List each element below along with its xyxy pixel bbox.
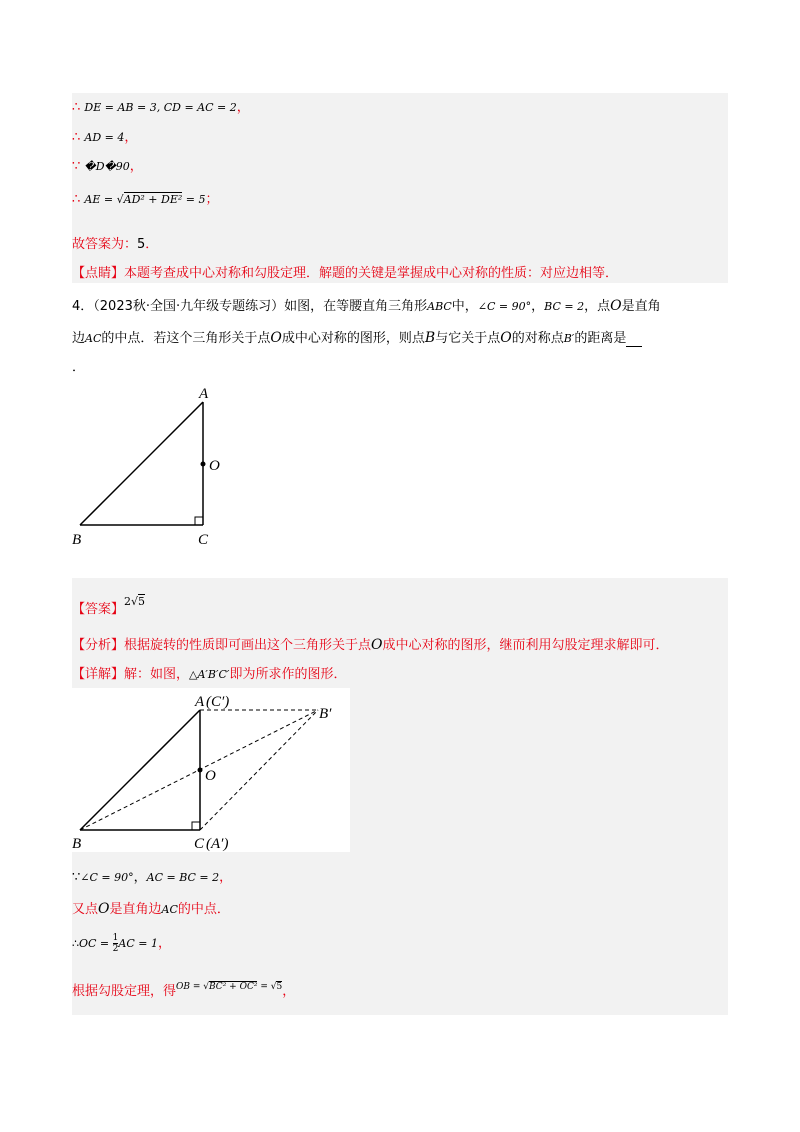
radical-sign: √	[270, 982, 277, 992]
punct: ，	[124, 130, 138, 145]
punct: ；	[205, 192, 219, 207]
question-text: ，	[531, 299, 545, 314]
question-text: 的中点．若这个三角形关于点	[101, 331, 271, 346]
math-angle-c: ∠C = 90°	[477, 300, 532, 313]
label-a: A	[195, 694, 205, 710]
because-symbol: ∵	[72, 870, 81, 885]
radicand-5: 5	[276, 982, 283, 992]
question-text: 是直角	[621, 299, 661, 314]
label-a-prime: (A′)	[206, 836, 229, 852]
detail-text: 解：如图，	[124, 667, 190, 682]
punct: ，	[129, 159, 143, 174]
answer-value: 5	[137, 237, 146, 252]
answer-tag: 【答案】	[72, 602, 125, 617]
punct: ，	[236, 100, 250, 115]
fraction-numerator: 1	[112, 933, 119, 943]
answer-line	[72, 590, 146, 617]
math-o: O	[270, 330, 282, 346]
analysis-text: 成中心对称的图形，继而利用勾股定理求解即可．	[382, 638, 669, 653]
solution-line-2	[72, 126, 137, 145]
question-line-1	[72, 295, 661, 314]
solution-line-3	[72, 155, 143, 174]
math-ac: AC	[85, 332, 102, 345]
answer-radicand: 5	[138, 595, 146, 608]
equation-ad: AD = 4	[84, 131, 125, 144]
label-o: O	[209, 458, 220, 474]
question-text: 与它关于点	[435, 331, 501, 346]
equation-ae-a: AE =	[84, 193, 117, 206]
math-ac-equals: AC = 1	[118, 937, 158, 950]
math-abc: ABC	[427, 300, 452, 313]
label-b: B	[72, 532, 82, 548]
equation-ob	[176, 982, 282, 992]
detail-text: 即为所求作的图形．	[229, 667, 347, 682]
therefore-symbol: ∴	[72, 937, 79, 950]
question-text: 的对称点	[511, 331, 564, 346]
right-angle-mark	[192, 822, 200, 830]
therefore-symbol: ∴	[72, 192, 81, 207]
detail-line	[72, 663, 346, 682]
math-ob: OB =	[176, 982, 204, 992]
question-text: 成中心对称的图形，则点	[281, 331, 425, 346]
radical-sign: √	[116, 193, 124, 206]
label-c-prime: (C′)	[206, 694, 230, 710]
math-o: O	[98, 901, 110, 917]
comment-line	[72, 262, 618, 281]
equation-ae-c: = 5	[182, 193, 206, 206]
radicand-bc-oc: BC² + OC²	[209, 982, 258, 992]
detail-tag: 【详解】	[72, 667, 125, 682]
punct: ．	[145, 237, 159, 252]
side-ab	[80, 710, 200, 830]
punct: ，	[282, 984, 296, 999]
label-o: O	[205, 768, 216, 784]
math-o: O	[500, 330, 512, 346]
step-4	[72, 980, 295, 999]
label-a: A	[199, 386, 209, 402]
question-text: 的距离是	[574, 331, 627, 346]
radicand-ad-de: AD² + DE²	[123, 193, 183, 206]
answer-label: 故答案为：	[72, 237, 138, 252]
analysis-tag: 【分析】	[72, 638, 125, 653]
label-b-prime: B′	[319, 706, 332, 722]
question-line-3	[72, 356, 85, 375]
analysis-line	[72, 634, 669, 653]
label-c: C	[198, 532, 209, 548]
step-text: 是直角边	[109, 902, 162, 917]
comment-tag: 【点睛】	[72, 266, 125, 281]
label-b: B	[72, 836, 82, 852]
question-text: ．	[72, 360, 86, 375]
math-oc: OC =	[79, 937, 113, 950]
question-line-2	[72, 327, 642, 347]
punct: ，	[219, 870, 233, 885]
question-text: ，点	[584, 299, 611, 314]
step-text: 又点	[72, 902, 99, 917]
answer-line-prev	[72, 233, 158, 252]
math-triangle-prime: △A′B′C′	[189, 668, 230, 681]
math-angle-c: ∠C = 90°	[80, 871, 134, 884]
question-text: 4．（2023秋·全国·九年级专题练习）如图，在等腰直角三角形	[72, 299, 428, 314]
solution-line-4	[72, 188, 219, 207]
fraction-denominator: 2	[112, 944, 119, 954]
answer-coef: 2	[124, 595, 132, 608]
equation-de-ab-cd-ac: DE = AB = 3, CD = AC = 2	[84, 101, 237, 114]
radical-sign: √	[131, 595, 139, 608]
step-text: 的中点．	[177, 902, 230, 917]
because-symbol: ∵	[72, 159, 81, 174]
solution-line-1	[72, 96, 250, 115]
math-b: B	[424, 330, 436, 346]
right-angle-mark	[195, 517, 203, 525]
question-text: 边	[72, 331, 86, 346]
analysis-text: 根据旋转的性质即可画出这个三角形关于点	[124, 638, 372, 653]
step-3	[72, 932, 171, 954]
math-o: O	[371, 637, 383, 653]
math-ac: AC	[161, 903, 178, 916]
punct: ，	[133, 870, 147, 885]
point-o	[201, 462, 206, 467]
radical-sign: √	[203, 982, 210, 992]
side-ab	[80, 402, 203, 525]
therefore-symbol: ∴	[72, 130, 81, 145]
therefore-symbol: ∴	[72, 100, 81, 115]
equation-angle-d: �D�90	[84, 160, 130, 173]
step-1	[72, 866, 232, 885]
math-o: O	[610, 298, 622, 314]
math-ac-bc: AC = BC = 2	[146, 871, 220, 884]
label-c: C	[194, 836, 205, 852]
triangle-figure-2	[72, 688, 350, 852]
comment-text: 本题考查成中心对称和勾股定理．解题的关键是掌握成中心对称的性质：对应边相等．	[124, 266, 619, 281]
point-o	[198, 768, 203, 773]
math-b-prime: B′	[563, 332, 575, 345]
triangle-figure-1	[70, 382, 220, 552]
step-text: 根据勾股定理，得	[72, 984, 177, 999]
step-2	[72, 898, 230, 917]
math-bc: BC = 2	[544, 300, 585, 313]
answer-blank	[626, 331, 642, 347]
math-equals: =	[257, 982, 271, 992]
segment-c-bprime	[200, 710, 318, 830]
question-text: 中，	[451, 299, 478, 314]
punct: ，	[157, 936, 171, 951]
